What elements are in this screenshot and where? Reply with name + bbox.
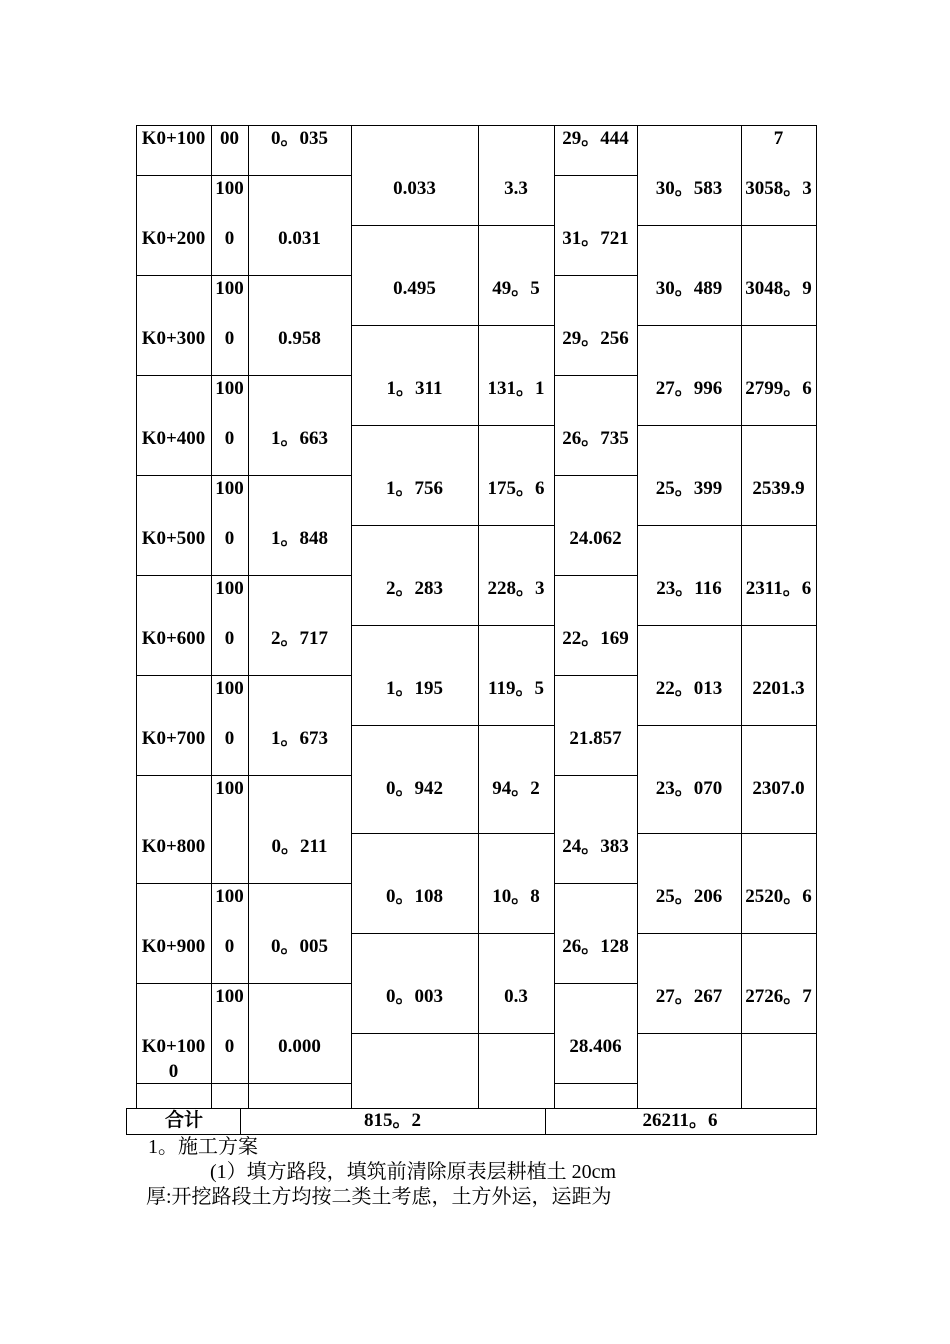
paragraph-line-2: 厚:开挖路段土方均按二类土考虑，土方外运，运距为 [146, 1186, 612, 1208]
total-cut-volume: 26211。6 [642, 1110, 718, 1131]
station-extra: 7 [773, 128, 784, 149]
station-sub: 0 [224, 228, 235, 249]
segment-volume: 2307.0 [752, 778, 805, 799]
station-label: K0+100 [141, 128, 206, 149]
segment-fill-volume: 119。5 [488, 678, 544, 699]
segment-average-elevation: 30。489 [655, 278, 723, 299]
station-depth: 0.958 [278, 328, 321, 349]
station-label: K0+400 [141, 428, 206, 449]
station-elevation: 26。128 [562, 936, 629, 957]
segment-volume: 2539.9 [752, 478, 805, 499]
segment-average-depth: 0.033 [393, 178, 436, 199]
segment-average-depth: 1。756 [385, 478, 443, 499]
station-depth: 0.000 [278, 1036, 321, 1057]
segment-volume: 3058。3 [745, 178, 812, 199]
station-sub: 0 [224, 428, 235, 449]
station-label: K0+700 [141, 728, 206, 749]
station-depth: 2。717 [270, 628, 328, 649]
segment-distance: 100 [215, 178, 244, 199]
segment-average-elevation: 25。399 [655, 478, 723, 499]
segment-distance: 100 [215, 778, 244, 799]
station-sub: 0 [224, 528, 235, 549]
segment-fill-volume: 10。8 [492, 886, 540, 907]
station-sub: 0 [224, 628, 235, 649]
segment-fill-volume: 175。6 [487, 478, 545, 499]
segment-distance: 100 [215, 478, 244, 499]
station-depth: 1。848 [270, 528, 328, 549]
station-elevation: 26。735 [562, 428, 629, 449]
section-heading: 1。施工方案 [148, 1136, 258, 1158]
segment-distance: 100 [215, 278, 244, 299]
segment-fill-volume: 94。2 [492, 778, 540, 799]
station-depth: 0.031 [278, 228, 321, 249]
station-sub: 0 [224, 936, 235, 957]
segment-volume: 2520。6 [745, 886, 812, 907]
segment-average-elevation: 30。583 [655, 178, 723, 199]
segment-average-elevation: 22。013 [655, 678, 723, 699]
station-sub: 00 [220, 128, 239, 149]
segment-average-elevation: 23。070 [655, 778, 723, 799]
segment-average-depth: 0。003 [385, 986, 443, 1007]
station-depth: 1。673 [270, 728, 328, 749]
segment-average-depth: 1。311 [386, 378, 443, 399]
total-fill-volume: 815。2 [363, 1110, 421, 1131]
station-depth: 0。035 [270, 128, 328, 149]
station-label: K0+500 [141, 528, 206, 549]
segment-fill-volume: 131。1 [487, 378, 545, 399]
segment-average-elevation: 27。996 [655, 378, 723, 399]
station-elevation: 29。256 [562, 328, 629, 349]
segment-distance: 100 [215, 678, 244, 699]
station-elevation: 31。721 [562, 228, 629, 249]
station-elevation: 22。169 [562, 628, 629, 649]
station-label: K0+200 [141, 228, 206, 249]
station-label: K0+300 [141, 328, 206, 349]
station-label: K0+1000 [141, 1036, 206, 1082]
station-depth: 1。663 [270, 428, 328, 449]
segment-distance: 100 [215, 578, 244, 599]
segment-volume: 2726。7 [745, 986, 812, 1007]
segment-average-depth: 0。108 [385, 886, 443, 907]
segment-average-elevation: 27。267 [655, 986, 723, 1007]
segment-volume: 2311。6 [745, 578, 812, 599]
segment-distance: 100 [215, 986, 244, 1007]
segment-volume: 2799。6 [745, 378, 812, 399]
station-sub: 0 [224, 328, 235, 349]
station-sub: 0 [224, 1036, 235, 1057]
segment-distance: 100 [215, 886, 244, 907]
segment-volume: 3048。9 [745, 278, 812, 299]
station-depth: 0。005 [270, 936, 328, 957]
station-label: K0+900 [141, 936, 206, 957]
segment-distance: 100 [215, 378, 244, 399]
segment-fill-volume: 3.3 [504, 178, 528, 199]
station-sub: 0 [224, 728, 235, 749]
station-label: K0+800 [141, 836, 206, 857]
station-elevation: 24。383 [562, 836, 629, 857]
station-elevation: 28.406 [569, 1036, 622, 1057]
station-elevation: 24.062 [569, 528, 622, 549]
segment-average-elevation: 25。206 [655, 886, 723, 907]
segment-volume: 2201.3 [752, 678, 805, 699]
paragraph-line-1: (1）填方路段，填筑前清除原表层耕植土 20cm [210, 1161, 617, 1183]
station-label: K0+600 [141, 628, 206, 649]
segment-fill-volume: 228。3 [487, 578, 545, 599]
segment-average-depth: 0。942 [385, 778, 443, 799]
segment-average-depth: 1。195 [385, 678, 443, 699]
segment-average-depth: 2。283 [385, 578, 443, 599]
segment-average-depth: 0.495 [393, 278, 436, 299]
segment-average-elevation: 23。116 [656, 578, 722, 599]
segment-fill-volume: 0.3 [504, 986, 528, 1007]
station-elevation: 21.857 [569, 728, 622, 749]
segment-fill-volume: 49。5 [492, 278, 540, 299]
total-label: 合计 [164, 1110, 203, 1131]
station-elevation: 29。444 [562, 128, 629, 149]
station-depth: 0。211 [271, 836, 328, 857]
